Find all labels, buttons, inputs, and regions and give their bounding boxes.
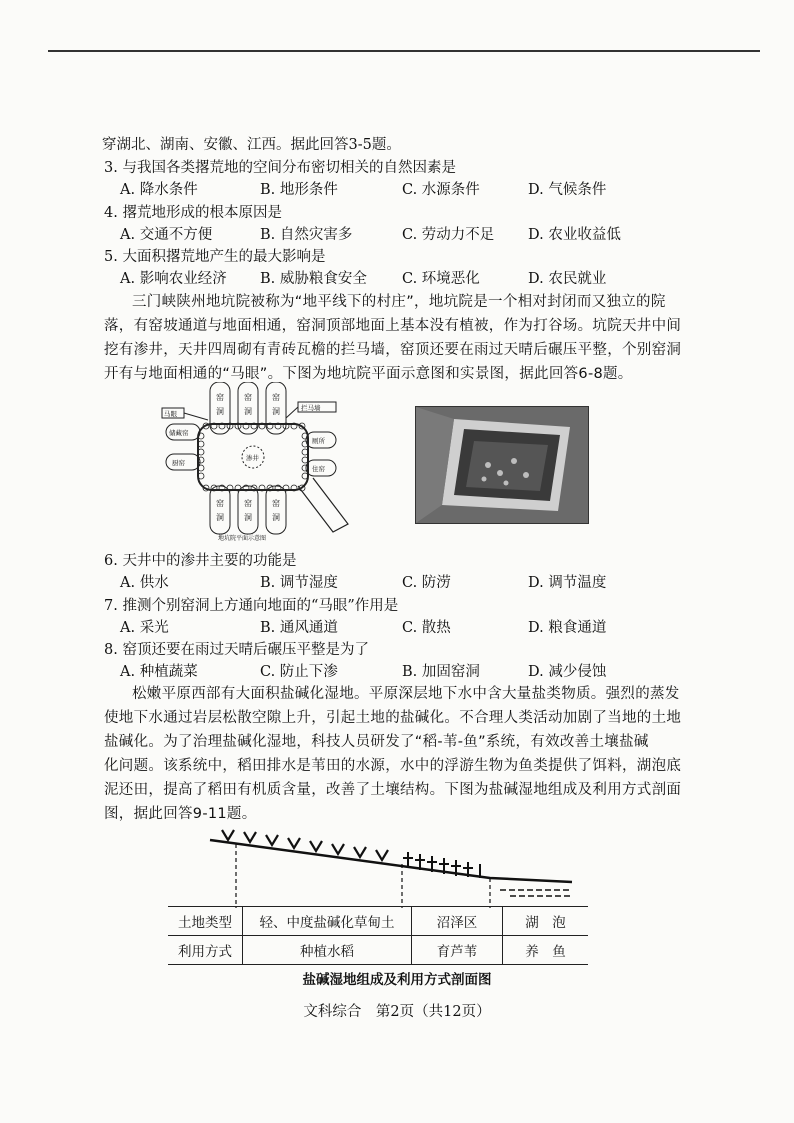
cave-label-6a: 窑 <box>272 499 280 508</box>
cave-label-2b: 洞 <box>244 407 252 416</box>
question-7-stem: 7. 推测个别窑洞上方通向地面的“马眼”作用是 <box>104 598 399 614</box>
cave-label-4b: 洞 <box>216 513 224 522</box>
question-6-stem: 6. 天井中的渗井主要的功能是 <box>104 553 297 569</box>
q7-option-c[interactable]: C. 散热 <box>402 620 451 636</box>
living-cave-label: 住窑 <box>312 465 325 473</box>
passage2-line-1: 松嫩平原西部有大面积盐碱化湿地。平原深层地下水中含大量盐类物质。强烈的蒸发 <box>132 686 680 702</box>
q3-option-c[interactable]: C. 水源条件 <box>402 182 480 198</box>
q6-option-c[interactable]: C. 防涝 <box>402 575 451 591</box>
lanmaqiang-label: 拦马墙 <box>301 404 321 412</box>
kitchen-cave-label: 厨窑 <box>172 459 185 467</box>
q3-option-a[interactable]: A. 降水条件 <box>120 182 198 198</box>
passage-saline-wetland <box>104 682 694 826</box>
q3-option-b[interactable]: B. 地形条件 <box>260 182 338 198</box>
q5-option-c[interactable]: C. 环境恶化 <box>402 271 480 287</box>
page-footer: 文科综合 第2页（共12页） <box>303 1004 491 1020</box>
dikengyuan-photo-drawing <box>416 407 588 523</box>
land-type-row <box>168 907 588 936</box>
use-row <box>168 936 588 965</box>
passage2-line-5: 泥还田，提高了稻田有机质含量，改善了土壤结构。下图为盐碱湿地组成及利用方式剖面 <box>104 782 682 798</box>
use-rice: 种植水稻 <box>243 936 412 965</box>
top-rule <box>48 50 760 52</box>
cave-label-4a: 窑 <box>216 499 224 508</box>
intro-tail: 穿湖北、湖南、安徽、江西。据此回答3-5题。 <box>102 137 401 153</box>
toilet-label: 厕所 <box>312 437 325 445</box>
q8-option-a[interactable]: A. 种植蔬菜 <box>120 664 198 680</box>
cave-label-5b: 洞 <box>244 513 252 522</box>
q6-option-b[interactable]: B. 调节湿度 <box>260 575 338 591</box>
q6-option-d[interactable]: D. 调节温度 <box>528 575 607 591</box>
cave-label-1a: 窑 <box>216 393 224 402</box>
land-type-lake: 湖 泡 <box>503 907 589 936</box>
use-header: 利用方式 <box>168 936 243 965</box>
passage-dikengyuan <box>104 290 694 386</box>
q4-option-a[interactable]: A. 交通不方便 <box>120 227 213 243</box>
use-fish: 养 鱼 <box>503 936 589 965</box>
land-type-swamp: 沼泽区 <box>412 907 503 936</box>
q3-option-d[interactable]: D. 气候条件 <box>528 182 607 198</box>
saline-wetland-profile <box>200 826 580 908</box>
q7-option-b[interactable]: B. 通风通道 <box>260 620 338 636</box>
cave-label-6b: 洞 <box>272 513 280 522</box>
question-3-stem: 3. 与我国各类撂荒地的空间分布密切相关的自然因素是 <box>104 160 456 176</box>
q6-option-a[interactable]: A. 供水 <box>120 575 169 591</box>
q5-option-b[interactable]: B. 威胁粮食安全 <box>260 271 367 287</box>
use-reed: 育芦苇 <box>412 936 503 965</box>
cave-label-3a: 窑 <box>272 393 280 402</box>
q4-option-b[interactable]: B. 自然灾害多 <box>260 227 353 243</box>
question-4-stem: 4. 撂荒地形成的根本原因是 <box>104 205 282 221</box>
passage2-line-6: 图，据此回答9-11题。 <box>104 806 257 822</box>
dikengyuan-plan-diagram <box>158 382 368 542</box>
profile-caption: 盐碱湿地组成及利用方式剖面图 <box>302 972 492 988</box>
cave-label-3b: 洞 <box>272 407 280 416</box>
cave-label-2a: 窑 <box>244 393 252 402</box>
passage1-line-3: 挖有渗井，天井四周砌有青砖瓦檐的拦马墙，窑顶还要在雨过天晴后碾压平整，个别窑洞 <box>104 342 682 358</box>
storage-cave-label: 储藏窑 <box>169 429 189 437</box>
passage2-line-2: 使地下水通过岩层松散空隙上升，引起土地的盐碱化。不合理人类活动加剧了当地的土地 <box>104 710 682 726</box>
q8-option-d[interactable]: D. 减少侵蚀 <box>528 664 607 680</box>
q4-option-d[interactable]: D. 农业收益低 <box>528 227 621 243</box>
passage2-line-4: 化问题。该系统中，稻田排水是苇田的水源，水中的浮游生物为鱼类提供了饵料，湖泡底 <box>104 758 682 774</box>
passage1-line-2: 落，有窑坡通道与地面相通，窑洞顶部地面上基本没有植被，作为打谷场。坑院天井中间 <box>104 318 682 334</box>
q8-option-b[interactable]: B. 加固窑洞 <box>402 664 480 680</box>
reed-plants <box>403 852 480 878</box>
cave-label-1b: 洞 <box>216 407 224 416</box>
mayan-label: 马眼 <box>164 410 177 418</box>
land-type-header: 土地类型 <box>168 907 243 936</box>
seepage-well-label: 渗井 <box>246 454 259 462</box>
plan-caption: 地坑院平面示意图 <box>218 535 267 542</box>
q8-option-c[interactable]: C. 防止下渗 <box>260 664 338 680</box>
cave-label-5a: 窑 <box>244 499 252 508</box>
passage1-line-4: 开有与地面相通的“马眼”。下图为地坑院平面示意图和实景图，据此回答6-8题。 <box>104 366 633 382</box>
question-8-stem: 8. 窑顶还要在雨过天晴后碾压平整是为了 <box>104 642 369 658</box>
land-use-table <box>168 906 588 965</box>
q7-option-d[interactable]: D. 粮食通道 <box>528 620 607 636</box>
q5-option-d[interactable]: D. 农民就业 <box>528 271 607 287</box>
passage1-line-1: 三门峡陕州地坑院被称为“地平线下的村庄”，地坑院是一个相对封闭而又独立的院 <box>132 294 666 310</box>
q7-option-a[interactable]: A. 采光 <box>120 620 169 636</box>
q5-option-a[interactable]: A. 影响农业经济 <box>120 271 227 287</box>
q4-option-c[interactable]: C. 劳动力不足 <box>402 227 495 243</box>
passage2-line-3: 盐碱化。为了治理盐碱化湿地，科技人员研发了“稻-苇-鱼”系统，有效改善土壤盐碱 <box>104 734 649 750</box>
question-5-stem: 5. 大面积撂荒地产生的最大影响是 <box>104 249 326 265</box>
dikengyuan-photo <box>415 406 589 524</box>
land-type-meadow: 轻、中度盐碱化草甸土 <box>243 907 412 936</box>
